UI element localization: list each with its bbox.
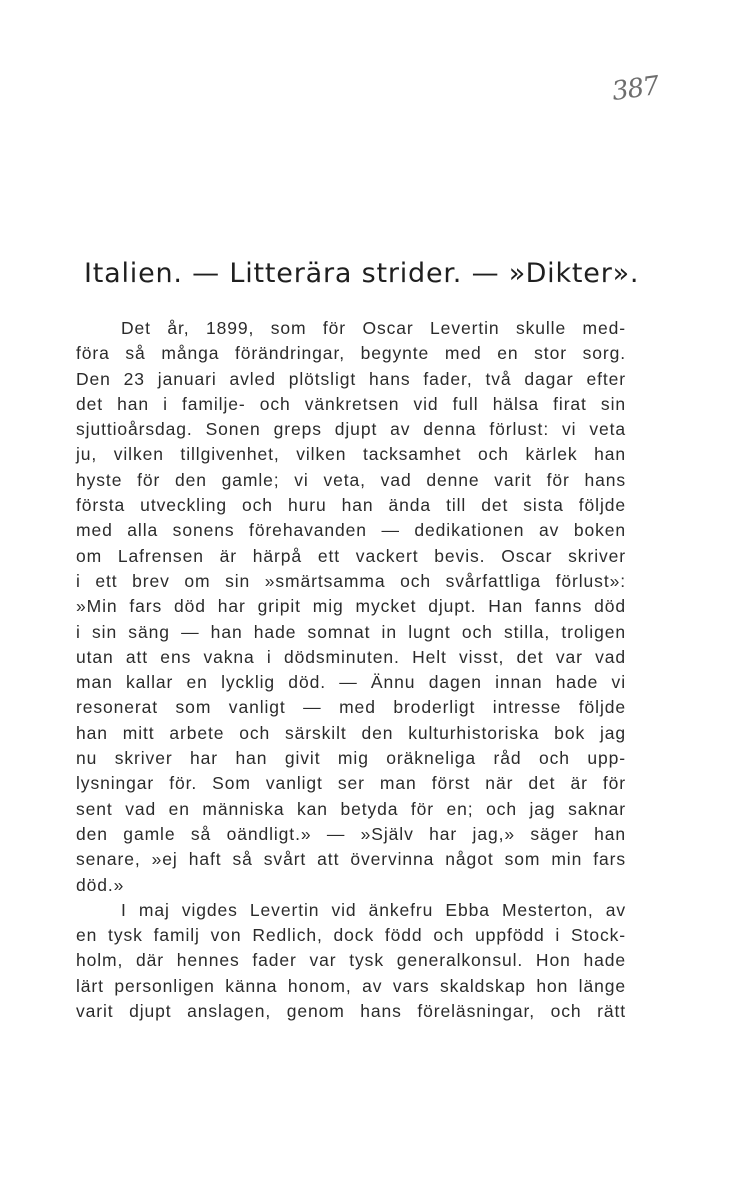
chapter-title: Italien. — Litterära strider. — »Dikter». — [84, 258, 640, 289]
text-line: den gamle så oändligt.» — »Själv har jag,» säger han — [76, 823, 626, 844]
text-line: Det år, 1899, som för Oscar Levertin skulle med- — [121, 318, 626, 338]
text-line: Den 23 januari avled plötsligt hans fader, två dagar efter — [76, 368, 626, 389]
text-line: första utveckling och huru han ända till det sista följde — [76, 495, 626, 516]
text-line: holm, där hennes fader var tysk generalkonsul. Hon hade — [76, 950, 626, 971]
text-line: sent vad en människa kan betyda för en; och jag saknar — [76, 798, 626, 819]
body-text — [76, 316, 626, 1024]
text-line: med alla sonens förehavanden — dedikationen av boken — [76, 520, 626, 541]
text-line: i sin säng — han hade somnat in lugnt och stilla, troligen — [76, 621, 626, 642]
text-line: I maj vigdes Levertin vid änkefru Ebba Mesterton, av — [121, 899, 626, 920]
text-line: lysningar för. Som vanligt ser man först när det är för — [76, 773, 626, 794]
text-line: senare, »ej haft så svårt att övervinna något som min fars — [76, 849, 626, 870]
handwritten-page-number: 387 — [610, 70, 661, 108]
text-line: nu skriver har han givit mig oräkneliga råd och upp- — [76, 748, 626, 769]
text-line: varit djupt anslagen, genom hans föreläsningar, och rätt — [76, 1001, 626, 1022]
text-line: lärt personligen känna honom, av vars skaldskap hon länge — [76, 975, 626, 996]
text-line: i ett brev om sin »smärtsamma och svårfattliga förlust»: — [76, 570, 626, 591]
text-line: han mitt arbete och särskilt den kulturhistoriska bok jag — [76, 722, 626, 743]
text-line: om Lafrensen är härpå ett vackert bevis. Oscar skriver — [76, 545, 626, 566]
text-line: resonerat som vanligt — med broderligt intresse följde — [76, 697, 626, 718]
text-line: man kallar en lycklig död. — Ännu dagen innan hade vi — [76, 672, 626, 693]
text-line: hyste för den gamle; vi veta, vad denne varit för hans — [76, 469, 626, 490]
text-line: en tysk familj von Redlich, dock född och uppfödd i Stock- — [76, 925, 626, 946]
text-line: »Min fars död har gripit mig mycket djupt. Han fanns död — [76, 596, 626, 617]
text-line: död.» — [76, 874, 125, 895]
text-line: ju, vilken tillgivenhet, vilken tacksamhet och kärlek han — [76, 444, 626, 465]
text-line: sjuttioårsdag. Sonen greps djupt av denna förlust: vi veta — [76, 419, 626, 440]
text-line: utan att ens vakna i dödsminuten. Helt visst, det var vad — [76, 646, 626, 667]
text-line: det han i familje- och vänkretsen vid full hälsa firat sin — [76, 393, 626, 414]
text-line: föra så många förändringar, begynte med en stor sorg. — [76, 343, 626, 364]
